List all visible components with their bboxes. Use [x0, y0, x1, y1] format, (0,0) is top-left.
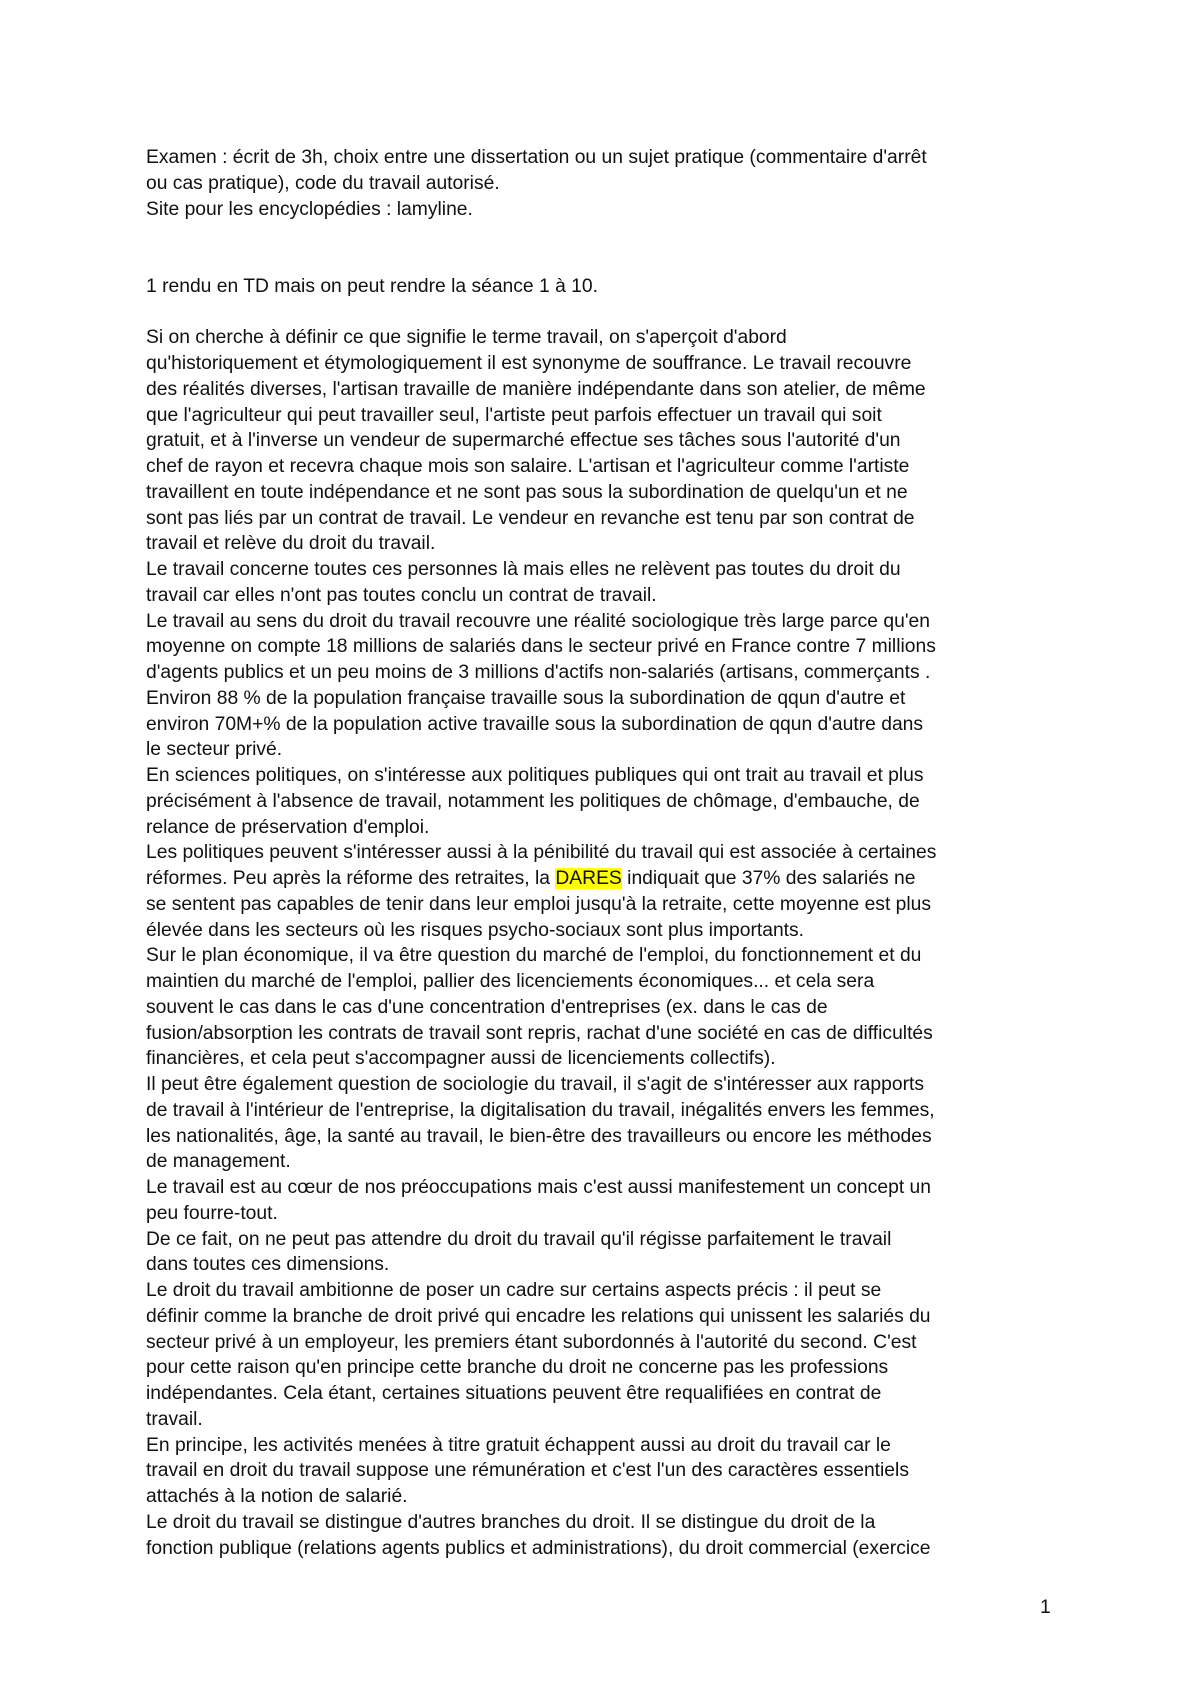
text-line: Examen : écrit de 3h, choix entre une dissertation ou un sujet pratique (commentaire d'arrêt	[146, 147, 927, 168]
text-line: attachés à la notion de salarié.	[146, 1486, 408, 1507]
paragraph-block	[146, 325, 1066, 866]
text-line: Le travail est au cœur de nos préoccupations mais c'est aussi manifestement un concept un	[146, 1177, 931, 1198]
text-line: chef de rayon et recevra chaque mois son salaire. L'artisan et l'agriculteur comme l'artiste	[146, 456, 910, 477]
text-line: ou cas pratique), code du travail autorisé.	[146, 172, 500, 194]
text-line: Environ 88 % de la population française travaille sous la subordination de qqun d'autre et	[146, 687, 906, 709]
text-line: travail en droit du travail suppose une rémunération et c'est l'un des caractères essentiels	[146, 1460, 909, 1482]
text-line: élevée dans les secteurs où les risques psycho-sociaux sont plus importants.	[146, 919, 805, 941]
text-line: Le droit du travail ambitionne de poser un cadre sur certains aspects précis : il peut se	[146, 1280, 882, 1301]
text-line: De ce fait, on ne peut pas attendre du droit du travail qu'il régisse parfaitement le travail	[146, 1228, 892, 1250]
text-line: se sentent pas capables de tenir dans leur emploi jusqu'à la retraite, cette moyenne est plus	[146, 893, 932, 915]
text-line: indépendantes. Cela étant, certaines situations peuvent être requalifiées en contrat de	[146, 1383, 882, 1404]
text-line: Site pour les encyclopédies : lamyline.	[146, 198, 473, 220]
text-line: Le droit du travail se distingue d'autres branches du droit. Il se distingue du droit de la	[146, 1511, 876, 1533]
text-line: fusion/absorption les contrats de travail sont repris, rachat d'une société en cas de difficultés	[146, 1022, 933, 1044]
text-line: environ 70M+% de la population active travaille sous la subordination de qqun d'autre dans	[146, 713, 924, 735]
text-line: des réalités diverses, l'artisan travaille de manière indépendante dans son atelier, de même	[146, 378, 926, 400]
text-line: moyenne on compte 18 millions de salariés dans le secteur privé en France contre 7 millions	[146, 636, 936, 658]
blank-line	[146, 300, 1066, 326]
text-line: travail car elles n'ont pas toutes conclu un contrat de travail.	[146, 584, 657, 606]
text-line: gratuit, et à l'inverse un vendeur de supermarché effectue ses tâches sous l'autorité d'un	[146, 430, 901, 452]
text-line: pour cette raison qu'en principe cette branche du droit ne concerne pas les professions	[146, 1357, 889, 1379]
text-line: qu'historiquement et étymologiquement il est synonyme de souffrance. Le travail recouvre	[146, 353, 912, 374]
text-line: que l'agriculteur qui peut travailler seul, l'artiste peut parfois effectuer un travail qui soit	[146, 404, 882, 426]
text-line: En sciences politiques, on s'intéresse aux politiques publiques qui ont trait au travail et plus	[146, 765, 924, 786]
text-line: le secteur privé.	[146, 739, 283, 761]
text-segment: réformes. Peu après la réforme des retraites, la	[146, 868, 556, 889]
text-line: Il peut être également question de sociologie du travail, il s'agit de s'intéresser aux rapports	[146, 1074, 924, 1095]
text-line: sont pas liés par un contrat de travail. Le vendeur en revanche est tenu par son contrat de	[146, 507, 915, 529]
text-line: les nationalités, âge, la santé au travail, le bien-être des travailleurs ou encore les méthodes	[146, 1125, 932, 1147]
text-line: travaillent en toute indépendance et ne sont pas sous la subordination de quelqu'un et ne	[146, 481, 908, 503]
page-number: 1	[1040, 1597, 1051, 1618]
text-line: peu fourre-tout.	[146, 1202, 278, 1224]
text-line: maintien du marché de l'emploi, pallier des licenciements économiques... et cela sera	[146, 971, 875, 992]
text-line: relance de préservation d'emploi.	[146, 816, 430, 838]
text-line: dans toutes ces dimensions.	[146, 1254, 390, 1276]
text-line: Le travail concerne toutes ces personnes là mais elles ne relèvent pas toutes du droit du	[146, 559, 901, 580]
text-line: d'agents publics et un peu moins de 3 millions d'actifs non-salariés (artisans, commerçants .	[146, 662, 931, 683]
text-line: de travail à l'intérieur de l'entreprise, la digitalisation du travail, inégalités envers les femmes,	[146, 1099, 935, 1121]
paragraph-block	[146, 892, 1066, 1562]
text-line: de management.	[146, 1151, 291, 1173]
text-line: définir comme la branche de droit privé qui encadre les relations qui unissent les salariés du	[146, 1305, 931, 1327]
text-line: Le travail au sens du droit du travail recouvre une réalité sociologique très large parce qu'en	[146, 610, 930, 632]
document-body	[146, 145, 1066, 1561]
text-line: secteur privé à un employeur, les premiers étant subordonnés à l'autorité du second. C'est	[146, 1331, 917, 1353]
text-line: précisément à l'absence de travail, notamment les politiques de chômage, d'embauche, de	[146, 790, 920, 812]
dares-line	[146, 866, 1066, 892]
text-segment: indiquait que 37% des salariés ne	[621, 868, 916, 889]
text-line: financières, et cela peut s'accompagner aussi de licenciements collectifs).	[146, 1048, 776, 1070]
highlighted-term: DARES	[555, 868, 622, 889]
blank-line	[146, 248, 1066, 274]
text-line: Les politiques peuvent s'intéresser aussi à la pénibilité du travail qui est associée à certaines	[146, 842, 937, 864]
blank-line	[146, 222, 1066, 248]
text-line: 1 rendu en TD mais on peut rendre la séance 1 à 10.	[146, 275, 598, 297]
text-line: souvent le cas dans le cas d'une concentration d'entreprises (ex. dans le cas de	[146, 996, 828, 1018]
text-line: En principe, les activités menées à titre gratuit échappent aussi au droit du travail car le	[146, 1434, 891, 1456]
text-line: travail.	[146, 1408, 203, 1430]
text-line: Sur le plan économique, il va être question du marché de l'emploi, du fonctionnement et du	[146, 945, 922, 967]
text-line: Si on cherche à définir ce que signifie le terme travail, on s'aperçoit d'abord	[146, 327, 787, 349]
text-line: fonction publique (relations agents publics et administrations), du droit commercial (exercice	[146, 1537, 931, 1559]
text-line: travail et relève du droit du travail.	[146, 533, 436, 555]
